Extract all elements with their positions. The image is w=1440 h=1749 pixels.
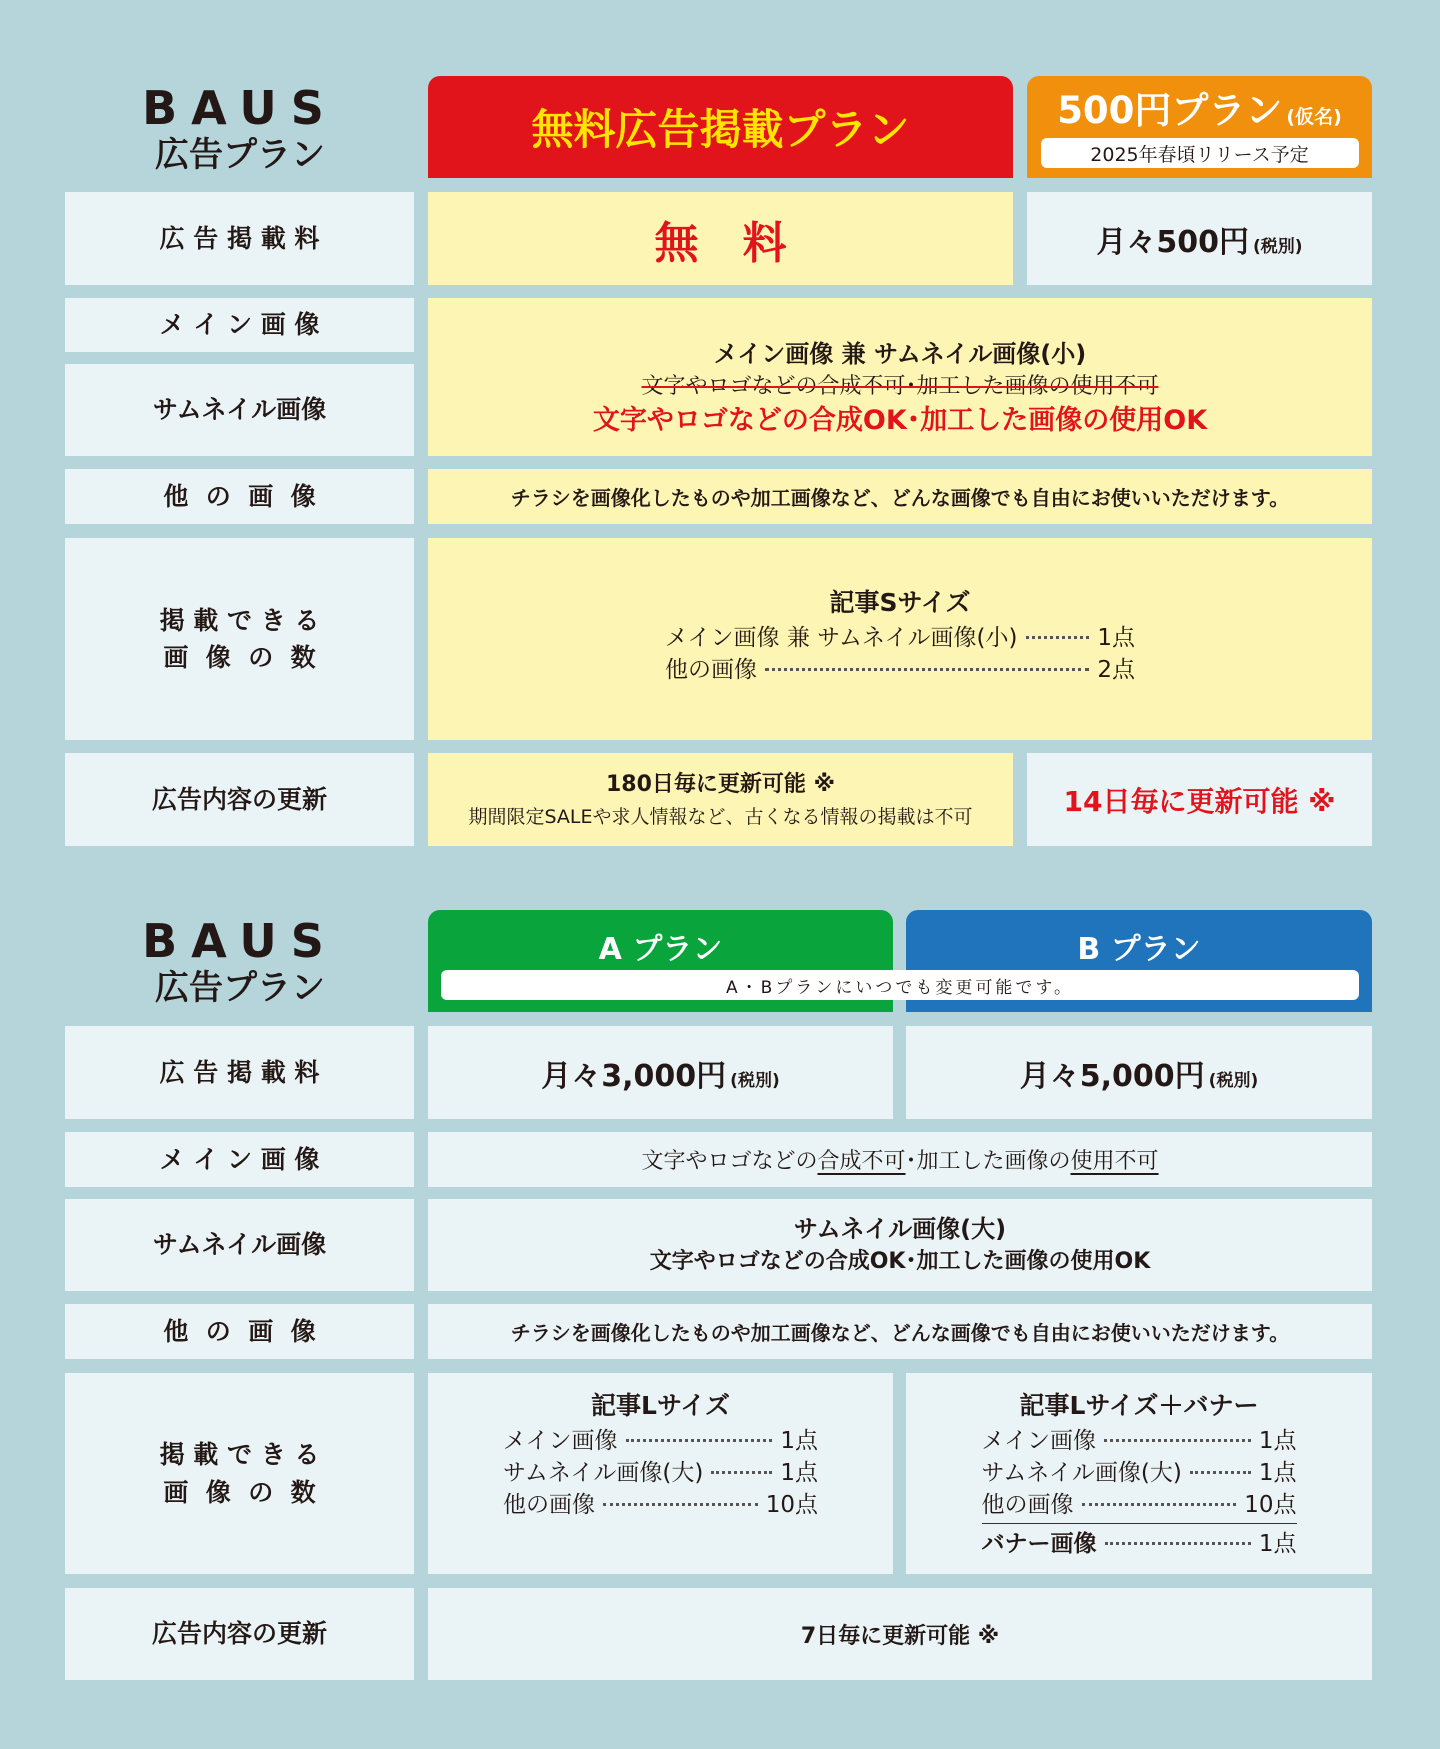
count-row: 他の画像 10点 <box>503 1492 818 1518</box>
other-images-text: チラシを画像化したものや加工画像など、どんな画像でも自由にお使いいただけます。 <box>510 486 1290 510</box>
fee-a-price: 月々3,000円 <box>541 1058 727 1094</box>
count-a-title: 記事Lサイズ <box>591 1391 730 1420</box>
update-free-sub: 期間限定SALEや求人情報など、古くなる情報の掲載は不可 <box>468 805 973 828</box>
plan-b-title: B プラン <box>1077 932 1201 967</box>
fee-a-cell <box>428 1026 893 1119</box>
plan-a-title: A プラン <box>598 932 723 967</box>
plan500-tag: (仮名) <box>1286 106 1342 128</box>
update-free-main: 180日毎に更新可能 ※ <box>606 771 835 797</box>
label-other-images: 他 の 画 像 <box>65 1304 414 1359</box>
label-update: 広告内容の更新 <box>65 753 414 846</box>
thumbnail-title: サムネイル画像(大) <box>793 1215 1007 1243</box>
count-row: メイン画像 1点 <box>981 1428 1297 1454</box>
count-b-title: 記事Lサイズ＋バナー <box>1019 1391 1259 1420</box>
other-images-cell <box>428 1304 1372 1359</box>
brand-subtitle: 広告プラン <box>155 968 325 1008</box>
image-count-a-cell <box>428 1373 893 1574</box>
label-other-images: 他 の 画 像 <box>65 469 414 524</box>
plan500-release-note: 2025年春頃リリース予定 <box>1041 138 1359 168</box>
label-update: 広告内容の更新 <box>65 1588 414 1680</box>
brand-name: BAUS <box>142 914 338 968</box>
fee-b-price: 月々5,000円 <box>1019 1058 1205 1094</box>
fee-b-tax: (税別) <box>1208 1070 1259 1091</box>
fee-a-tax: (税別) <box>730 1070 780 1091</box>
main-image-text: 文字やロゴなどの合成不可･加工した画像の使用不可 <box>641 1149 1159 1174</box>
count-title: 記事Sサイズ <box>829 588 971 617</box>
other-images-text: チラシを画像化したものや加工画像など、どんな画像でも自由にお使いいただけます。 <box>510 1321 1290 1345</box>
update-cell <box>428 1588 1372 1680</box>
plan-switch-note: A・Bプランにいつでも変更可能です。 <box>441 970 1359 1000</box>
update-500-text: 14日毎に更新可能 ※ <box>1063 784 1336 818</box>
fee-500-tax: (税別) <box>1253 236 1303 257</box>
banner-row: バナー画像 1点 <box>981 1531 1297 1557</box>
plan500-title: 500円プラン <box>1057 89 1283 132</box>
update-500-cell <box>1027 753 1372 846</box>
thumbnail-cell <box>428 1199 1372 1291</box>
image-count-b-cell <box>906 1373 1372 1574</box>
label-main-image: メ イ ン 画 像 <box>65 1132 414 1187</box>
brand-name: BAUS <box>142 81 338 135</box>
count-row: 他の画像 10点 <box>981 1492 1297 1518</box>
count-row: メイン画像 兼 サムネイル画像(小) 1点 <box>665 625 1135 651</box>
count-row: メイン画像 1点 <box>503 1428 818 1454</box>
brand-logo-2 <box>95 914 385 1009</box>
count-row: サムネイル画像(大) 1点 <box>981 1460 1297 1486</box>
count-row: 他の画像 2点 <box>665 657 1135 683</box>
other-images-cell <box>428 469 1372 524</box>
count-row: サムネイル画像(大) 1点 <box>503 1460 818 1486</box>
thumbnail-sub: 文字やロゴなどの合成OK･加工した画像の使用OK <box>649 1249 1151 1274</box>
label-fee: 広 告 掲 載 料 <box>65 192 414 285</box>
images-cell <box>428 298 1372 456</box>
brand-subtitle: 広告プラン <box>155 135 325 175</box>
fee-500-cell <box>1027 192 1372 285</box>
label-thumbnail: サムネイル画像 <box>65 364 414 456</box>
images-title: メイン画像 兼 サムネイル画像(小) <box>713 340 1087 368</box>
label-image-count: 掲 載 で き る 画 像 の 数 <box>65 538 414 740</box>
label-image-count: 掲 載 で き る 画 像 の 数 <box>65 1373 414 1574</box>
fee-b-cell <box>906 1026 1372 1119</box>
plan500-header <box>1027 76 1372 178</box>
free-plan-title: 無料広告掲載プラン <box>531 105 910 154</box>
brand-logo-1 <box>95 81 385 176</box>
images-ok-text: 文字やロゴなどの合成OK･加工した画像の使用OK <box>592 405 1208 436</box>
image-count-cell <box>428 538 1372 740</box>
main-image-cell <box>428 1132 1372 1187</box>
free-plan-header <box>428 76 1013 178</box>
fee-free-value: 無 料 <box>654 217 787 269</box>
update-text: 7日毎に更新可能 ※ <box>800 1623 1000 1649</box>
fee-500-price: 月々500円 <box>1096 224 1250 260</box>
fee-free-cell <box>428 192 1013 285</box>
label-main-image: メ イ ン 画 像 <box>65 298 414 352</box>
label-thumbnail: サムネイル画像 <box>65 1199 414 1291</box>
label-fee: 広 告 掲 載 料 <box>65 1026 414 1119</box>
images-struck-text: 文字やロゴなどの合成不可･加工した画像の使用不可 <box>641 374 1159 399</box>
update-free-cell <box>428 753 1013 846</box>
banner-divider <box>982 1523 1297 1524</box>
